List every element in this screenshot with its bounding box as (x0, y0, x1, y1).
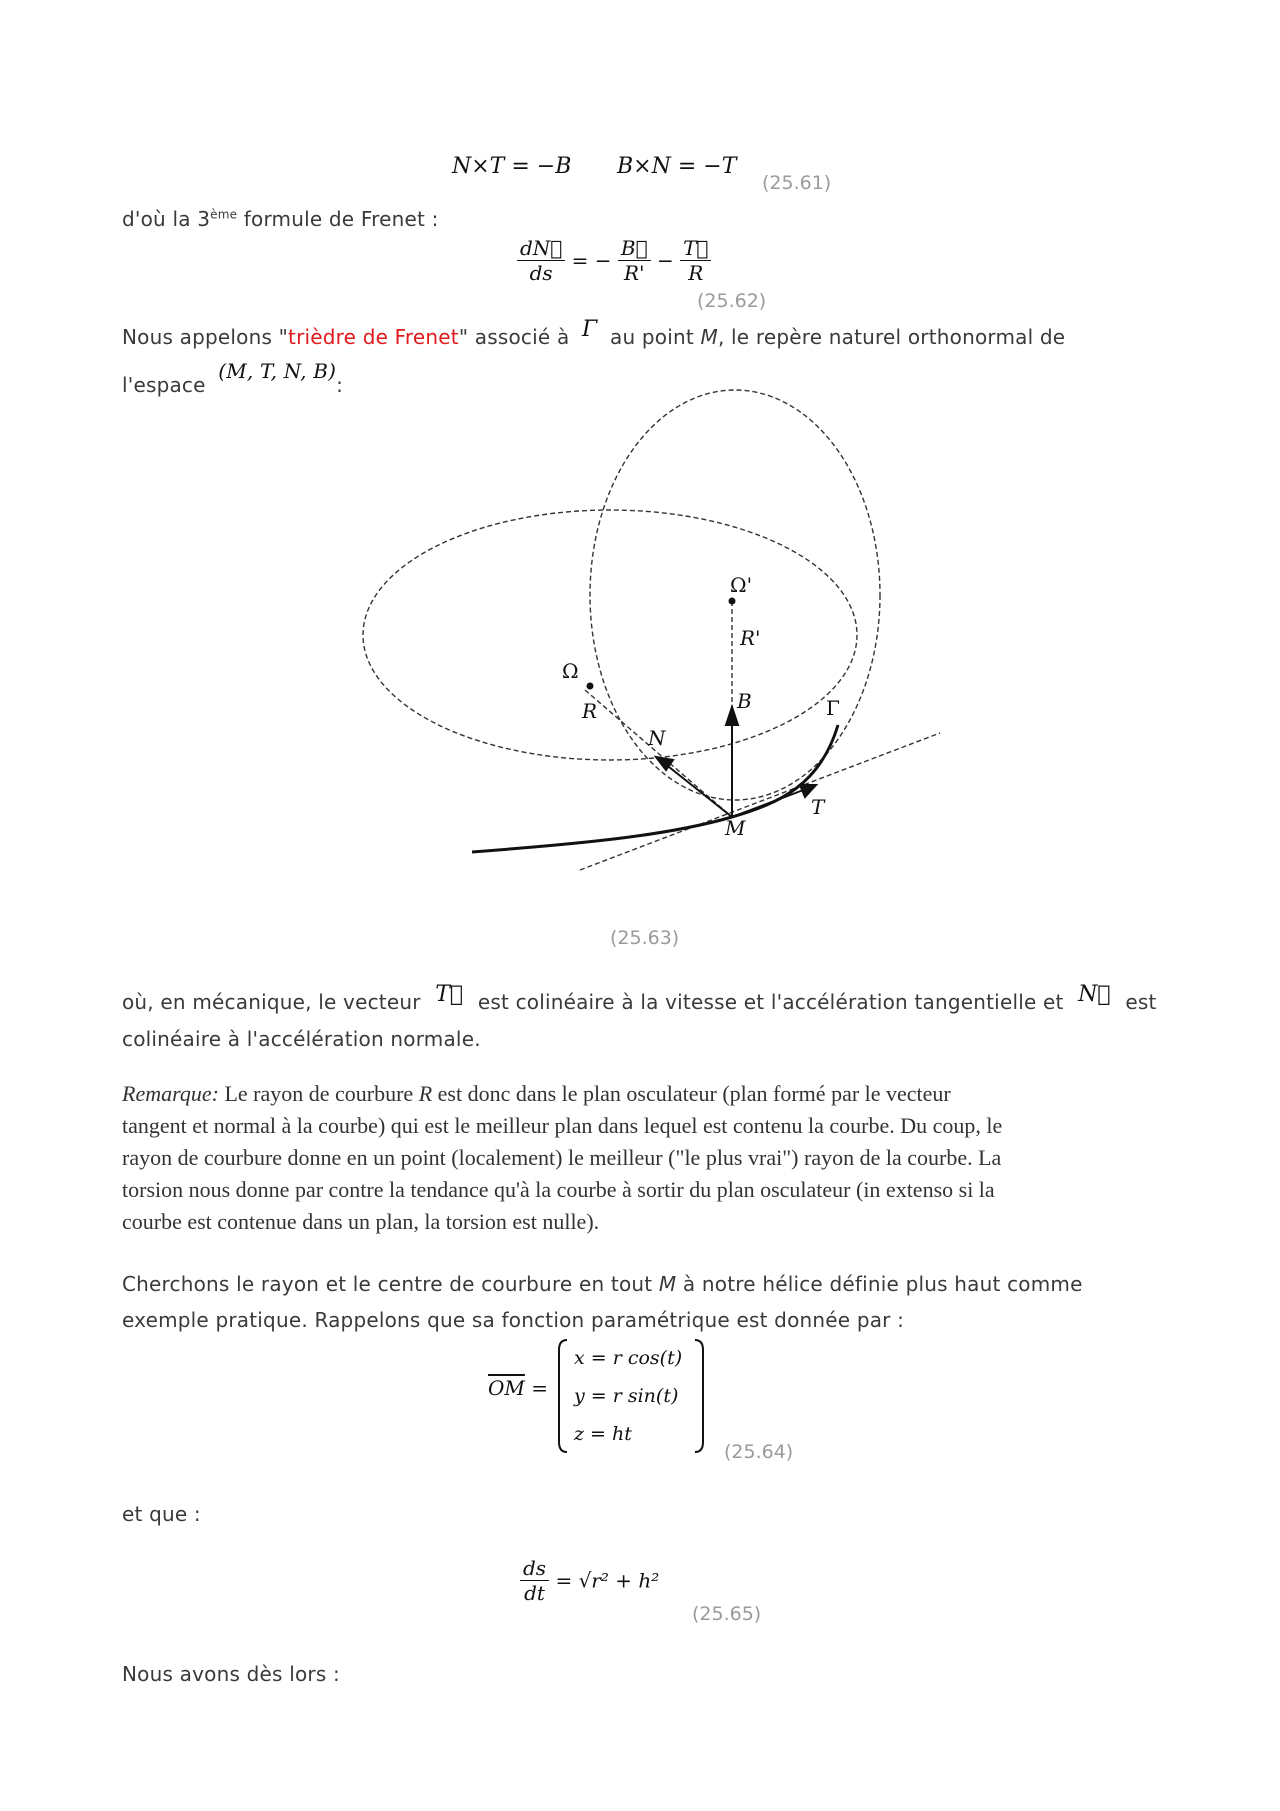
remark-paragraph: Remarque: Le rayon de courbure R est donc dans le plan osculateur (plan formé par le vecteur tangent et normal à la courbe) qui est le meilleur plan dans lequel est contenu la courbe. Du coup, le rayon de courbure donne en un point (localement) le meilleur ("le plus vrai") rayon de la courbe. La torsion nous donne par contre la tendance qu'à la courbe à sortir du plan osculateur (in extenso si la courbe est contenue dans un plan, la torsion est nulle). (122, 1081, 1003, 1234)
label-r-prime: R' (740, 626, 761, 650)
equation-om-vector: $\overline{OM}$ = (488, 1376, 548, 1400)
osculating-circle (363, 510, 857, 760)
equation-nt-b: N×T = −B (452, 154, 572, 179)
paragraph-cherchons: Cherchons le rayon et le centre de courbure en tout M à notre hélice définie plus haut comme (122, 1272, 1083, 1296)
paragraph-espace: l'espace (M, T, N, B): (122, 359, 344, 397)
paragraph-mecanique: où, en mécanique, le vecteur T⃗ est colinéaire à la vitesse et l'accélération tangentielle et N⃗ est (122, 982, 1157, 1014)
paragraph-triedre: Nous appelons "trièdre de Frenet" associé à Γ au point M, le repère naturel orthonormal de (122, 317, 1066, 349)
label-omega: Ω (562, 659, 579, 683)
omega-prime-point (729, 598, 736, 605)
equation-dn-ds: $\frac{dN⃗}{ds}$ = − $\frac{B⃗}{R'}$ − $\frac{T⃗}{R}$ (517, 236, 711, 285)
equation-ds-dt: $\frac{ds}{dt}$ = √r² + h² (520, 1556, 659, 1605)
link-triedre-frenet[interactable]: trièdre de Frenet (288, 325, 459, 349)
equation-number: (25.65) (692, 1603, 762, 1625)
label-r: R (582, 699, 598, 723)
label-omega-prime: Ω' (730, 573, 753, 597)
label-gamma: Γ (826, 696, 840, 720)
tangent-line (580, 733, 940, 870)
equation-number: (25.62) (697, 290, 767, 312)
paragraph-cherchons-l2: exemple pratique. Rappelons que sa fonction paramétrique est donnée par : (122, 1308, 905, 1332)
gamma-symbol: Γ (581, 317, 598, 342)
equation-number: (25.63) (610, 927, 680, 949)
frenet-trihedron-figure (340, 405, 950, 875)
label-b: B (737, 689, 752, 713)
omega-point (587, 683, 594, 690)
paragraph-nousavons: Nous avons dès lors : (122, 1662, 340, 1686)
label-m: M (725, 816, 746, 840)
paragraph-frenet3: d'où la 3ème formule de Frenet : (122, 207, 439, 231)
label-t: T (811, 795, 825, 819)
radius-line (585, 690, 732, 817)
equation-bn-t: B×N = −T (617, 154, 737, 179)
paragraph-mecanique-l2: colinéaire à l'accélération normale. (122, 1027, 481, 1051)
equation-number: (25.64) (724, 1441, 794, 1463)
label-n: N (648, 726, 666, 750)
equation-number: (25.61) (762, 172, 832, 194)
paragraph-etque: et que : (122, 1502, 201, 1526)
helix-equations: x = r cos(t) y = r sin(t) z = ht (574, 1347, 683, 1445)
